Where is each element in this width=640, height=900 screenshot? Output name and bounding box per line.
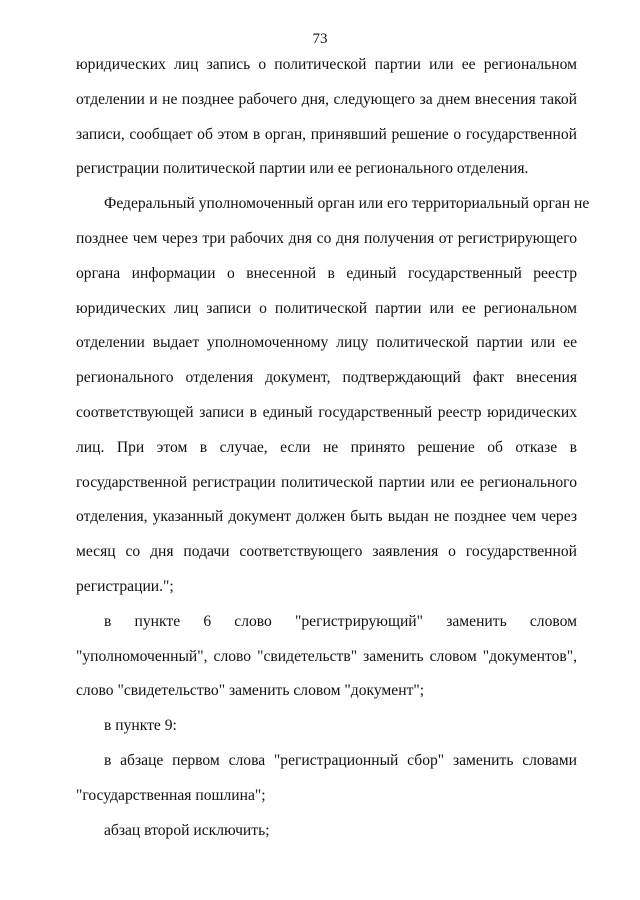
text-line: Федеральный уполномоченный орган или его территориальный орган не	[104, 195, 590, 213]
text-line: записи, сообщает об этом в орган, принявший решение о государственной	[76, 125, 577, 143]
text-line: слово "свидетельство" заменить словом "документ";	[76, 682, 425, 700]
text-line: юридических лиц записи о политической партии или ее региональном	[76, 299, 577, 317]
text-line: отделении выдает уполномоченному лицу политической партии или ее	[76, 334, 577, 352]
text-line: отделения, указанный документ должен быть выдан не позднее чем через	[76, 508, 577, 526]
text-line: лиц. При этом в случае, если не принято решение об отказе в	[76, 438, 577, 456]
text-line: отделении и не позднее рабочего дня, следующего за днем внесения такой	[76, 90, 577, 108]
text-line: государственной регистрации политической партии или ее регионального	[76, 473, 577, 491]
text-line: юридических лиц запись о политической партии или ее региональном	[76, 56, 577, 73]
text-line: "государственная пошлина";	[76, 786, 266, 804]
text-line: регионального отделения документ, подтверждающий факт внесения	[76, 369, 577, 387]
page-number: 73	[312, 31, 328, 47]
text-line: в пункте 9:	[104, 717, 177, 735]
text-line: в абзаце первом слова "регистрационный сбор" заменить словами	[104, 751, 577, 769]
text-line: абзац второй исключить;	[104, 821, 270, 839]
text-line: позднее чем через три рабочих дня со дня получения от регистрирующего	[76, 229, 577, 247]
paragraph	[76, 709, 577, 744]
paragraph	[76, 605, 577, 709]
paragraph	[76, 744, 577, 814]
text-line: "уполномоченный", слово "свидетельств" заменить словом "документов",	[76, 647, 577, 665]
paragraph	[76, 48, 577, 187]
text-line: соответствующей записи в единый государственный реестр юридических	[76, 403, 577, 421]
paragraph	[76, 814, 577, 849]
text-line: органа информации о внесенной в единый государственный реестр	[76, 264, 577, 282]
text-line: регистрации политической партии или ее регионального отделения.	[76, 160, 529, 178]
text-line: в пункте 6 слово "регистрирующий" заменить словом	[104, 612, 577, 630]
body-text	[76, 48, 590, 848]
paragraph	[76, 187, 590, 605]
text-line: регистрации.";	[76, 577, 174, 595]
text-line: месяц со дня подачи соответствующего заявления о государственной	[76, 543, 577, 561]
